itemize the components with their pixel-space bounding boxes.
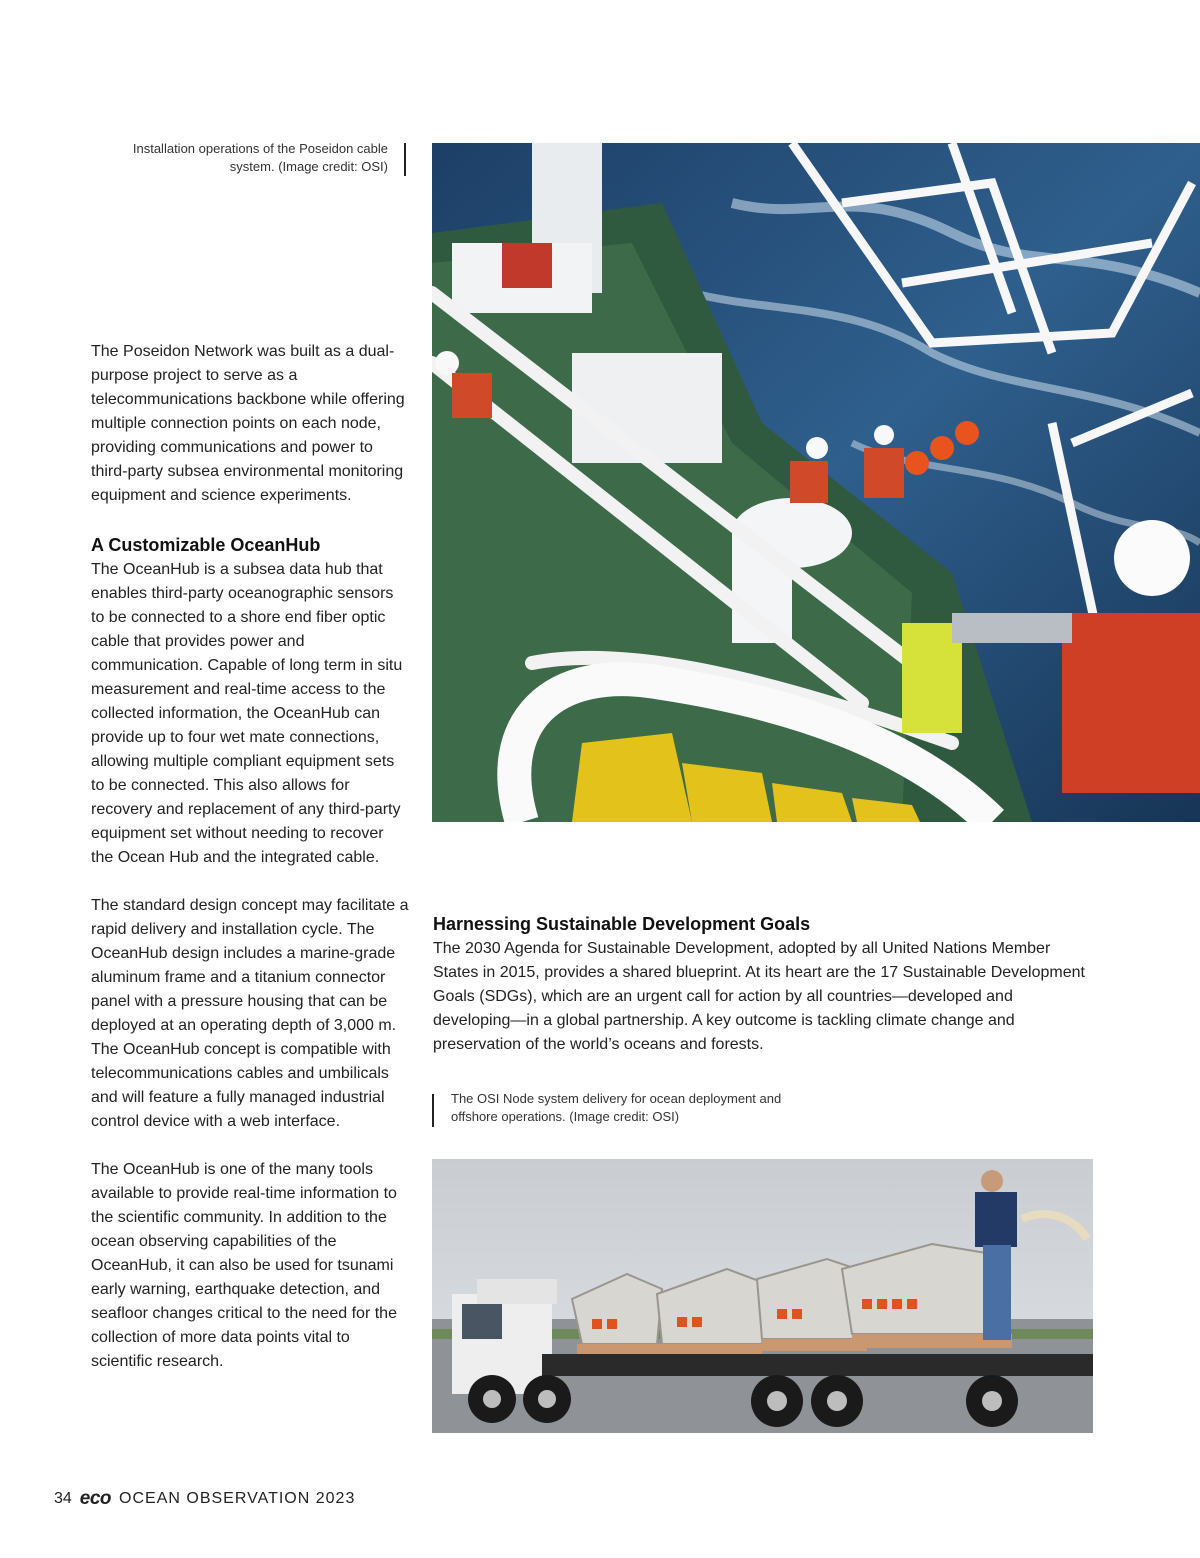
caption-divider <box>432 1094 434 1127</box>
page-footer <box>54 1487 355 1511</box>
oceanhub-paragraph-1: The OceanHub is a subsea data hub that enables third-party oceanographic sensors to be connected to a shore end fiber optic cable that provides power and communication. Capable of long term in situ measurement and real-time access to the collected information, the OceanHub can provide up to four wet mate connections, allowing multiple compliant equipment sets to be connected. This also allows for recovery and replacement of any third-party equipment set without needing to recover the Ocean Hub and the integrated cable. <box>91 561 403 866</box>
left-text-column <box>91 340 409 1398</box>
oceanhub-paragraph-2: The standard design concept may facilitate a rapid delivery and installation cycle. The OceanHub design includes a marine-grade aluminum frame and a titanium connector panel with a pressure housing that can be deployed at an operating depth of 3,000 m. The OceanHub concept is compatible with telecommunications cables and umbilicals and will feature a fully managed industrial control device with a web interface. <box>91 897 409 1130</box>
eco-logo: eco <box>79 1488 112 1509</box>
caption-divider <box>404 143 406 176</box>
oceanhub-paragraph-3: The OceanHub is one of the many tools available to provide real-time information to the scientific community. In addition to the ocean observing capabilities of the OceanHub, it can also be used for tsunami early warning, earthquake detection, and seafloor changes critical to the need for the collection of more data points vital to scientific research. <box>91 1161 397 1370</box>
photo-caption-top: Installation operations of the Poseidon cable system. (Image credit: OSI) <box>132 141 388 174</box>
sdg-section <box>433 911 1093 1057</box>
section-heading-oceanhub: A Customizable OceanHub <box>91 535 321 555</box>
page-number: 34 <box>54 1490 72 1507</box>
sdg-paragraph: The 2030 Agenda for Sustainable Development, adopted by all United Nations Member States in 2015, provides a shared blueprint. At its heart are the 17 Sustainable Development Goals (SDGs), which are an urgent call for action by all countries—developed and developing—in a global partnership. A key outcome is tackling climate change and preservation of the world’s oceans and forests. <box>433 940 1085 1053</box>
publication-title: OCEAN OBSERVATION 2023 <box>119 1490 356 1507</box>
section-heading-sdg: Harnessing Sustainable Development Goals <box>433 914 811 934</box>
truck-delivery-photo <box>432 1159 1093 1433</box>
photo-caption-bottom: The OSI Node system delivery for ocean deployment and offshore operations. (Image credit: OSI) <box>451 1091 782 1124</box>
intro-paragraph: The Poseidon Network was built as a dual-purpose project to serve as a telecommunications backbone while offering multiple connection points on each node, providing communications and power to third-party subsea environmental monitoring equipment and science experiments. <box>91 343 405 504</box>
ship-installation-photo <box>432 143 1200 822</box>
